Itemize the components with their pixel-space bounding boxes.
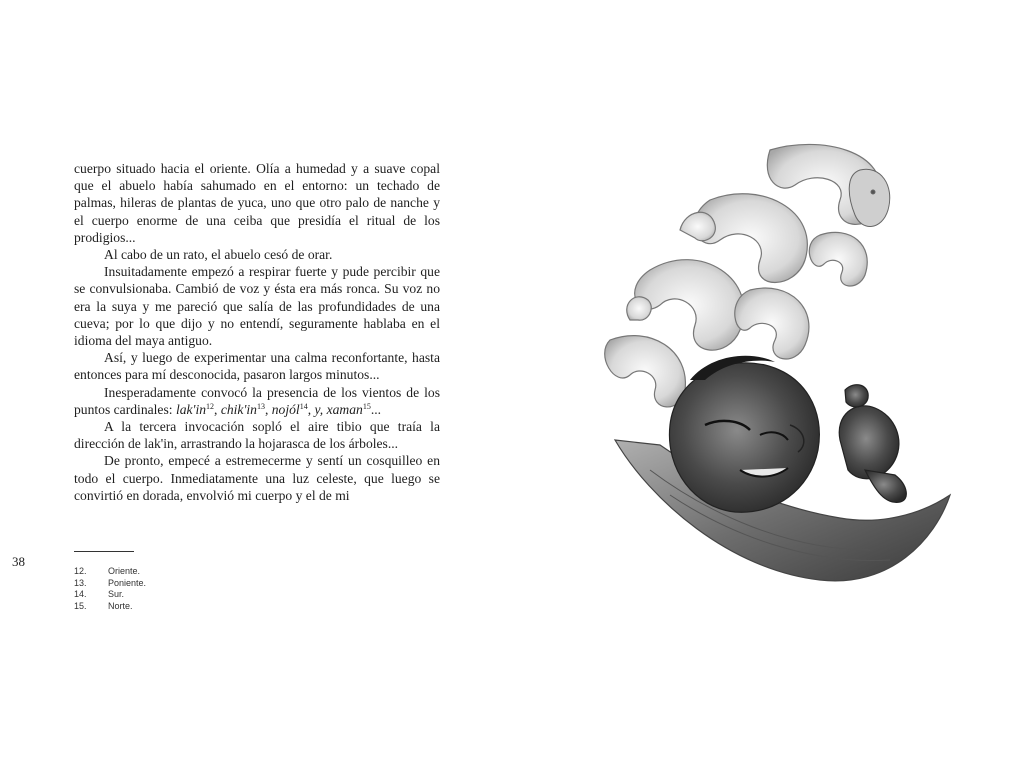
sleeping-face — [669, 356, 819, 512]
footnote-text: Sur. — [108, 589, 125, 599]
footnote-number: 15. — [74, 600, 87, 611]
text-run: nojól — [271, 401, 300, 417]
text-run: y, — [314, 401, 327, 417]
footnote — [74, 566, 274, 578]
text-run: cuerpo situado hacia el oriente. Olía a humedad y a suave copal que el abuelo había sahumado en el entorno: un techado de palmas, hileras de plantas de yuca, uno que otro palo de nanche y el cuerpo enorme de una ceiba que presidía el ritual de los prodigios... — [74, 161, 440, 245]
paragraph — [74, 452, 440, 504]
text-run: Inesperadamente convocó la presencia de los vientos de los puntos cardinales: — [74, 384, 440, 417]
paragraph — [74, 160, 440, 246]
footnote-number: 13. — [74, 577, 87, 588]
illustration-figure — [590, 140, 960, 610]
raised-fist — [839, 385, 906, 503]
text-run: Al cabo de un rato, el abuelo cesó de orar. — [104, 247, 333, 263]
footnote — [74, 601, 274, 613]
footnote-number: 12. — [74, 566, 87, 576]
paragraph — [74, 384, 440, 418]
footnote-ref: 15 — [362, 401, 371, 411]
body-text — [74, 160, 440, 504]
text-run: De pronto, empecé a estremecerme y sentí un cosquilleo en todo el cuerpo. Inmediatamente una luz celeste, que luego se convirtió en dorada, envolvió mi cuerpo y el de mi — [74, 453, 440, 503]
text-run: lak'in — [175, 401, 207, 417]
text-run: , — [307, 401, 315, 417]
footnote-text: Poniente. — [108, 577, 147, 588]
footnote-ref: 14 — [299, 401, 308, 411]
text-run: ... — [370, 401, 382, 417]
text-run: , — [264, 401, 272, 417]
paragraph — [74, 418, 440, 452]
footnote-ref: 12 — [206, 401, 215, 411]
footnote-separator — [74, 551, 134, 552]
text-run: Insuitadamente empezó a respirar fuerte y pude percibir que se convulsionaba. Cambió de voz y ésta era más ronca. Su voz no era la suya y me pareció que salía de las profundidades de una cueva; por lo que dijo y no entendí, seguramente hablaba en el idioma del maya antiguo. — [74, 264, 440, 349]
page-number: 38 — [12, 554, 25, 569]
text-run: chik'in — [220, 401, 257, 417]
text-run: xaman — [326, 401, 363, 417]
paragraph — [74, 349, 440, 383]
text-run: , — [214, 401, 221, 417]
footnote — [74, 589, 274, 601]
text-run: Así, y luego de experimentar una calma reconfortante, hasta entonces para mí desconocida, pasaron largos minutos... — [74, 350, 440, 383]
text-run: A la tercera invocación sopló el aire tibio que traía la dirección de lak'in, arrastrando la hojarasca de los árboles... — [74, 419, 440, 452]
footnote-text: Oriente. — [108, 566, 141, 576]
footnote — [74, 578, 274, 590]
footnote-text: Norte. — [108, 600, 133, 611]
paragraph — [74, 246, 440, 263]
footnote-number: 14. — [74, 589, 87, 599]
footnote-ref: 13 — [256, 401, 265, 411]
footnotes — [74, 566, 274, 612]
paragraph — [74, 263, 440, 349]
